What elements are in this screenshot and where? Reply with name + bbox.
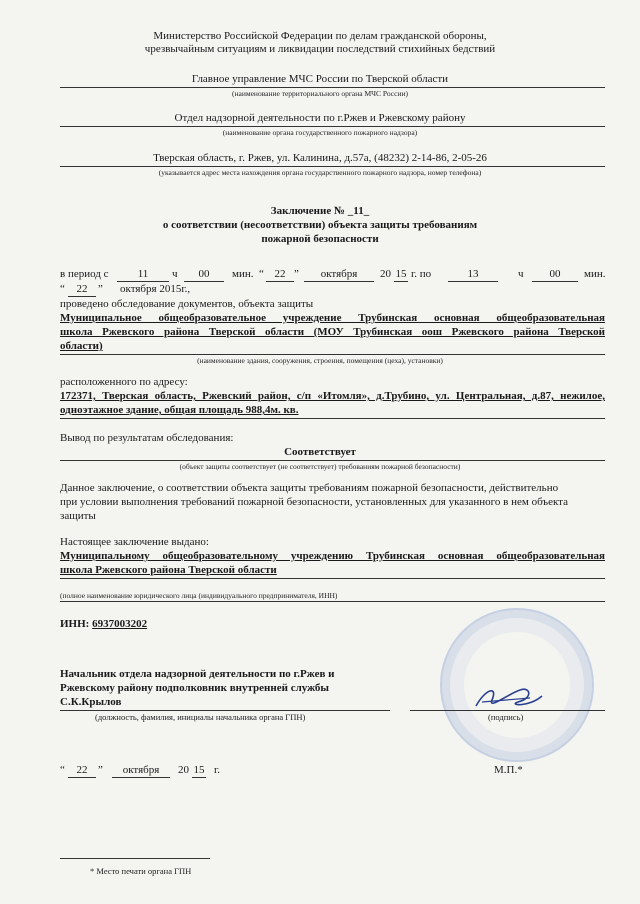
period-from-month: октября [304,268,374,282]
period-from-hour: 11 [117,268,169,282]
stamp-place-mark: М.П.* [494,764,523,776]
signatory-caption: (должность, фамилия, инициалы начальника органа ГПН) [95,712,306,722]
object-name-underline [60,354,605,355]
quote-open: “ [259,268,264,280]
issued-to-line-2: школа Ржевского района Тверской области [60,564,277,576]
validity-line-2: при условии выполнения требований пожарной безопасности, установленных для указанного в нем объекта [60,496,569,508]
period-minute-unit-2: мин. [584,268,606,280]
object-name-line-3: области) [60,340,103,352]
conclusion-number: _11_ [347,205,370,217]
conclusion-result-underline [60,460,605,461]
quote-open-2: “ [60,283,65,295]
period-hour-unit-2: ч [518,268,524,280]
fire-supervision-underline [60,126,605,127]
title-prefix: Заключение № [270,205,348,217]
period-to-day: 22 [68,283,96,297]
object-name-line-1: Муниципальное общеобразовательное учреждение Трубинская основная общеобразовательная [60,312,605,324]
inn-value: 6937003202 [92,618,148,630]
object-address-line-2: одноэтажное здание, общая площадь 988,4м. кв. [60,404,299,416]
date-month: октября [112,764,170,778]
ministry-line-1: Министерство Российской Федерации по делам гражданской обороны, [153,30,487,42]
signatory-line-2: Ржевскому району подполковник внутренней службы [60,682,330,694]
issued-to-line-1: Муниципальному общеобразовательному учреждению Трубинская основная общеобразовательная [60,550,605,562]
issued-to-underline-2 [60,601,605,602]
issued-lead: Настоящее заключение выдано: [60,536,209,548]
year-prefix: 20 [380,268,391,280]
conclusion-result-caption: (объект защиты соответствует (не соответствует) требованиям пожарной безопасности) [179,462,461,471]
territorial-body-caption: (наименование территориального органа МЧС России) [232,89,408,98]
signatory-line-3: С.К.Крылов [60,696,122,708]
footnote: * Место печати органа ГПН [90,866,192,876]
body-address: Тверская область, г. Ржев, ул. Калинина, д.57а, (48232) 2-14-86, 2-05-26 [153,152,487,164]
date-day: 22 [68,764,96,778]
title-line-2: о соответствии (несоответствии) объекта защиты требованиям [162,219,478,231]
title-line-3: пожарной безопасности [261,233,379,245]
quote-close-2: ” [98,283,103,295]
fire-supervision-body: Отдел надзорной деятельности по г.Ржев и Ржевскому району [174,112,466,124]
conclusion-result: Соответствует [284,446,356,458]
period-from-minute: 00 [184,268,224,282]
period-to-month-year: октября 2015г., [120,283,191,295]
date-quote-close: ” [98,764,103,776]
ministry-line-2: чрезвычайным ситуациям и ликвидации последствий стихийных бедствий [144,43,496,55]
territorial-body: Главное управление МЧС России по Тверской области [191,73,449,85]
period-from-day: 22 [266,268,294,282]
object-name-line-2: школа Ржевского района Тверской области (МОУ Трубинская оош Ржевского района Тверской [60,326,605,338]
date-year-prefix: 20 [178,764,189,776]
issued-to-underline [60,578,605,579]
territorial-body-underline [60,87,605,88]
date-year: 15 [193,764,205,776]
quote-close: ” [294,268,299,280]
period-minute-unit: мин. [232,268,254,280]
footnote-separator [60,858,210,859]
issued-to-caption: (полное наименование юридического лица (индивидуального предпринимателя, ИНН) [60,591,338,600]
period-lead: в период с [60,268,109,280]
signature-underline [410,710,605,711]
validity-line-3: защиты [60,510,96,522]
validity-line-1: Данное заключение, о соответствии объекта защиты требованиям пожарной безопасности, действительно [60,482,559,494]
object-address-underline [60,418,605,419]
fire-supervision-caption: (наименование органа государственного пожарного надзора) [222,128,418,137]
conclusion-title [0,205,640,218]
period-to-hour: 13 [448,268,498,282]
inn-label: ИНН: [60,618,93,630]
address-lead: расположенного по адресу: [60,376,188,388]
inn-row [60,618,147,631]
body-address-caption: (указывается адрес места нахождения органа государственного пожарного надзора, номер телефона) [158,168,482,177]
period-to-label: г. по [411,268,432,280]
object-name-caption: (наименование здания, сооружения, строения, помещения (цеха), установки) [197,356,443,365]
period-hour-unit: ч [172,268,178,280]
date-year-suffix: г. [214,764,221,776]
period-from-year: 15 [395,268,407,280]
object-address-line-1: 172371, Тверская область, Ржевский район, с/п «Итомля», д.Трубино, ул. Центральная, д.87, нежилое, [60,390,605,402]
signatory-underline [60,710,390,711]
signature-caption: (подпись) [488,712,524,722]
period-to-minute: 00 [532,268,578,282]
inspection-lead: проведено обследование документов, объекта защиты [60,298,314,310]
body-address-underline [60,166,605,167]
conclusion-lead: Вывод по результатам обследования: [60,432,234,444]
date-quote-open: “ [60,764,65,776]
signatory-line-1: Начальник отдела надзорной деятельности по г.Ржев и [60,668,335,680]
